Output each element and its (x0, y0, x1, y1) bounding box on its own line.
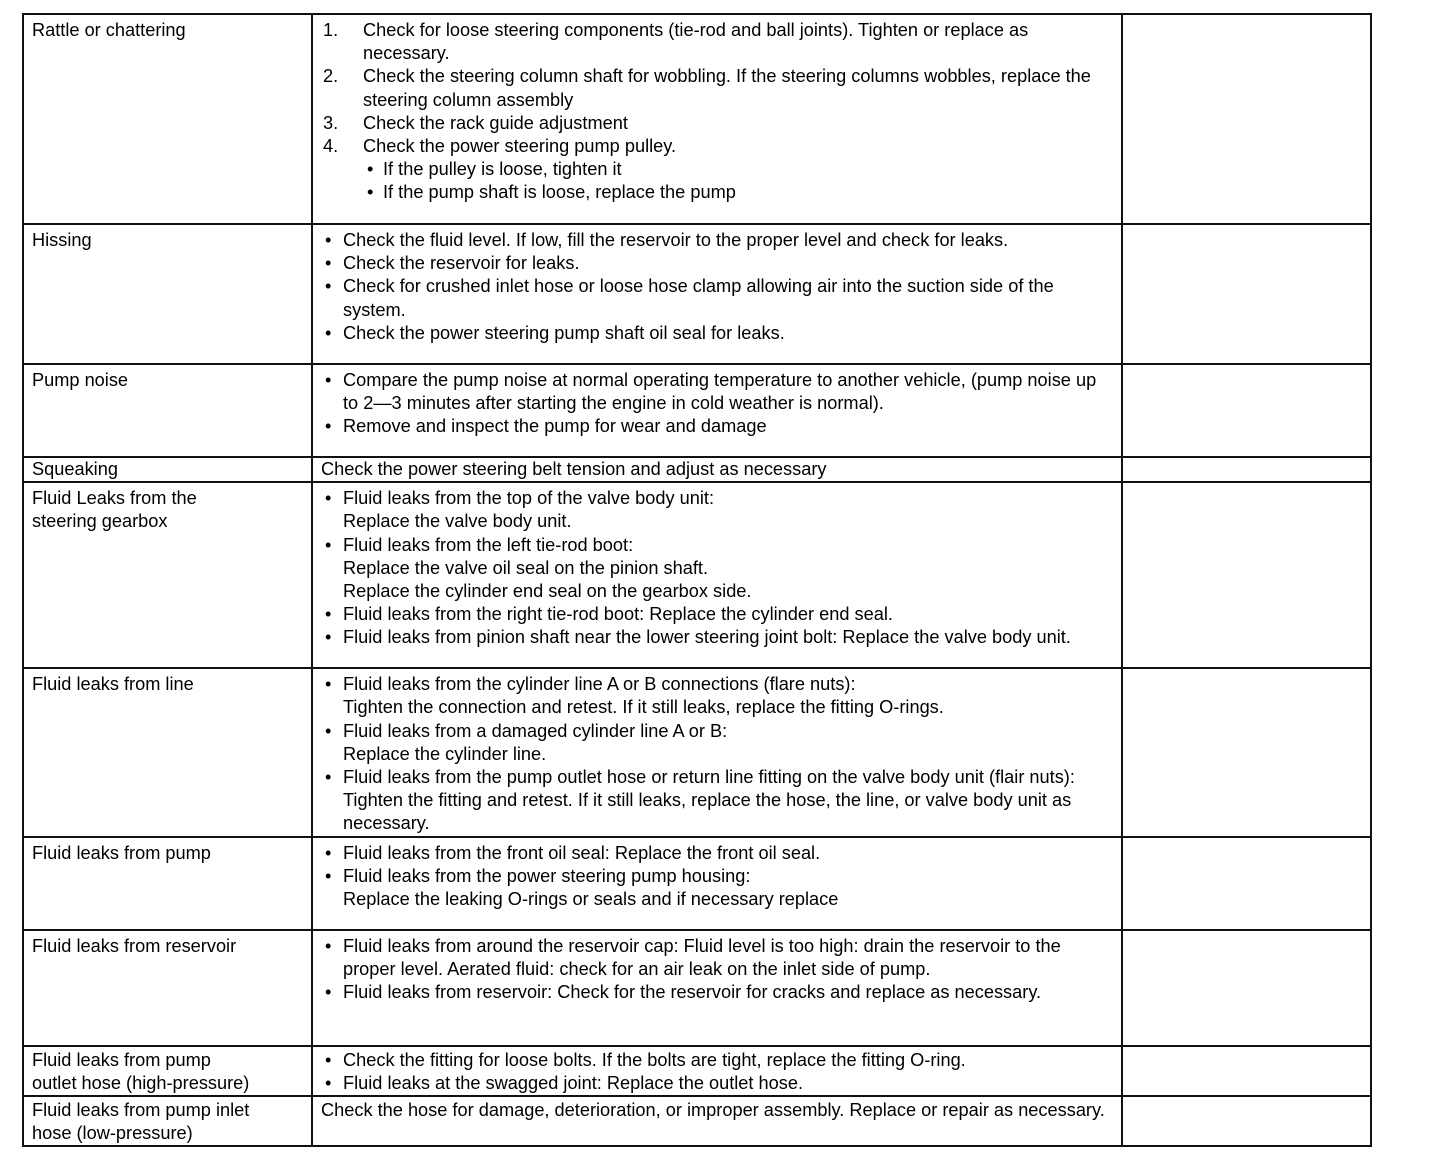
notes-cell (1122, 364, 1371, 457)
troubleshooting-page (22, 13, 1370, 1147)
symptom-cell: Fluid leaks from reservoir (23, 930, 312, 1046)
table-row (23, 837, 1371, 930)
remedy-cell (312, 837, 1122, 930)
list-item: • Fluid leaks from the power steering pump housing: Replace the leaking O-rings or seals and if necessary replace (321, 865, 1113, 911)
list-item: • Check the reservoir for leaks. (321, 252, 1113, 275)
table-row (23, 224, 1371, 364)
list-item: • Check the fitting for loose bolts. If the bolts are tight, replace the fitting O-ring. (321, 1049, 1113, 1072)
list-item: 4. Check the power steering pump pulley. • If the pulley is loose, tighten it • If the pump shaft is loose, replace the pump (321, 135, 1113, 205)
table-row (23, 930, 1371, 1046)
remedy-bullets (321, 229, 1113, 345)
remedy-cell (312, 1046, 1122, 1096)
sub-list (363, 158, 1113, 204)
list-item: • Fluid leaks from reservoir: Check for the reservoir for cracks and replace as necessary. (321, 981, 1113, 1004)
symptom-cell: Fluid Leaks from the steering gearbox (23, 482, 312, 668)
remedy-cell (312, 224, 1122, 364)
symptom-cell: Pump noise (23, 364, 312, 457)
notes-cell (1122, 14, 1371, 224)
notes-cell (1122, 482, 1371, 668)
remedy-bullets (321, 487, 1113, 649)
list-item: • Fluid leaks from a damaged cylinder line A or B: Replace the cylinder line. (321, 720, 1113, 766)
symptom-cell: Fluid leaks from pump (23, 837, 312, 930)
remedy-steps (321, 19, 1113, 205)
list-item: • If the pulley is loose, tighten it (363, 158, 1113, 181)
table-row (23, 1046, 1371, 1096)
list-item: • Fluid leaks from around the reservoir cap: Fluid level is too high: drain the reservoir to the proper level. Aerated fluid: check for an air leak on the inlet side of pump. (321, 935, 1113, 981)
list-item: • Fluid leaks from the pump outlet hose or return line fitting on the valve body unit (flair nuts): Tighten the fitting and retest. If it still leaks, replace the hose, the line, or valve body unit as necessary. (321, 766, 1113, 836)
notes-cell (1122, 457, 1371, 482)
notes-cell (1122, 668, 1371, 836)
list-item: • Fluid leaks from the top of the valve body unit: Replace the valve body unit. (321, 487, 1113, 533)
list-item: • If the pump shaft is loose, replace the pump (363, 181, 1113, 204)
notes-cell (1122, 224, 1371, 364)
list-item: • Remove and inspect the pump for wear and damage (321, 415, 1113, 438)
remedy-cell (312, 364, 1122, 457)
remedy-cell: Check the hose for damage, deterioration, or improper assembly. Replace or repair as necessary. (312, 1096, 1122, 1146)
symptom-cell: Rattle or chattering (23, 14, 312, 224)
list-item: • Fluid leaks from the front oil seal: Replace the front oil seal. (321, 842, 1113, 865)
list-item: • Check the power steering pump shaft oil seal for leaks. (321, 322, 1113, 345)
remedy-cell: Check the power steering belt tension and adjust as necessary (312, 457, 1122, 482)
symptom-cell: Fluid leaks from line (23, 668, 312, 836)
remedy-bullets (321, 673, 1113, 835)
list-item: • Fluid leaks from pinion shaft near the lower steering joint bolt: Replace the valve body unit. (321, 626, 1113, 649)
remedy-bullets (321, 935, 1113, 1005)
table-row (23, 14, 1371, 224)
symptom-cell: Fluid leaks from pump outlet hose (high-pressure) (23, 1046, 312, 1096)
table-row (23, 1096, 1371, 1146)
list-item: 3. Check the rack guide adjustment (323, 112, 628, 133)
list-item: • Fluid leaks from the left tie-rod boot: Replace the valve oil seal on the pinion shaft. Replace the cylinder end seal on the gearbox side. (321, 534, 1113, 604)
list-item: 1. Check for loose steering components (tie-rod and ball joints). Tighten or replace as necessary. (323, 20, 1029, 64)
notes-cell (1122, 1046, 1371, 1096)
remedy-bullets (321, 369, 1113, 439)
troubleshooting-table (22, 13, 1372, 1147)
table-row (23, 364, 1371, 457)
table-row (23, 668, 1371, 836)
list-item: 2. Check the steering column shaft for wobbling. If the steering columns wobbles, replace the steering column assembly (323, 66, 1091, 110)
symptom-cell: Squeaking (23, 457, 312, 482)
remedy-cell (312, 668, 1122, 836)
list-item: • Check for crushed inlet hose or loose hose clamp allowing air into the suction side of the system. (321, 275, 1113, 321)
remedy-cell (312, 930, 1122, 1046)
symptom-cell: Fluid leaks from pump inlet hose (low-pressure) (23, 1096, 312, 1146)
remedy-bullets (321, 1049, 1113, 1095)
symptom-cell: Hissing (23, 224, 312, 364)
table-row (23, 482, 1371, 668)
remedy-cell (312, 482, 1122, 668)
notes-cell (1122, 1096, 1371, 1146)
table-row (23, 457, 1371, 482)
remedy-bullets (321, 842, 1113, 912)
notes-cell (1122, 930, 1371, 1046)
remedy-cell (312, 14, 1122, 224)
list-item: • Compare the pump noise at normal operating temperature to another vehicle, (pump noise up to 2—3 minutes after starting the engine in cold weather is normal). (321, 369, 1113, 415)
list-item: • Fluid leaks from the right tie-rod boot: Replace the cylinder end seal. (321, 603, 1113, 626)
notes-cell (1122, 837, 1371, 930)
list-item: • Check the fluid level. If low, fill the reservoir to the proper level and check for leaks. (321, 229, 1113, 252)
list-item: • Fluid leaks at the swagged joint: Replace the outlet hose. (321, 1072, 1113, 1095)
list-item: • Fluid leaks from the cylinder line A or B connections (flare nuts): Tighten the connection and retest. If it still leaks, replace the fitting O-rings. (321, 673, 1113, 719)
